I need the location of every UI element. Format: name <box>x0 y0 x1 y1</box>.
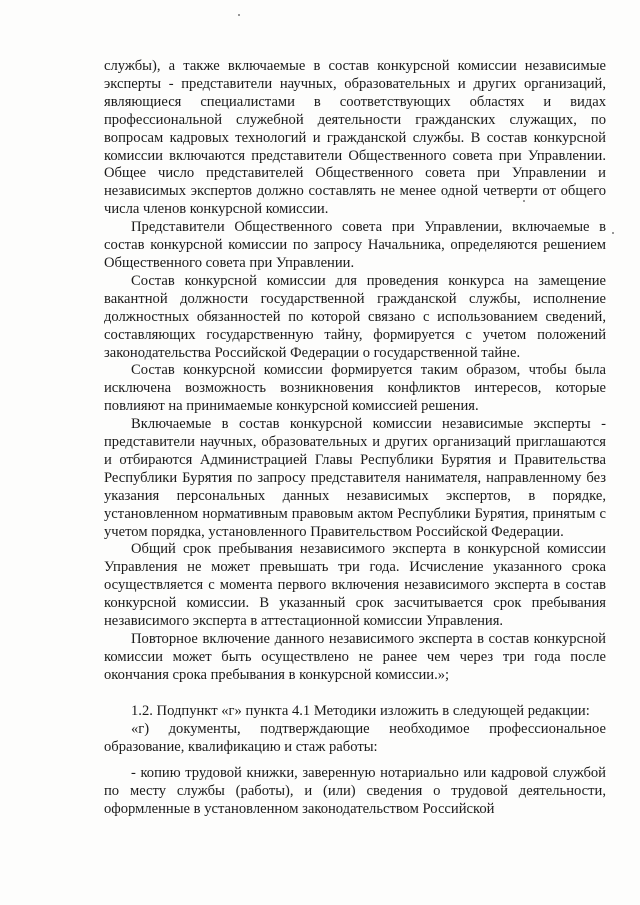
scan-speck <box>238 14 240 16</box>
paragraph-amendment-1-2: 1.2. Подпункт «г» пункта 4.1 Методики изложить в следующей редакции: <box>131 702 590 719</box>
paragraph-spacer <box>104 685 606 703</box>
paragraph-spacer <box>104 756 606 765</box>
scan-speck <box>612 232 614 234</box>
paragraph-state-secret-composition: Состав конкурсной комиссии для проведения конкурса на замещение вакантной должности государственной гражданской службы, исполнение должностных обязанностей по которой связано с использованием сведений, составляющих государственную тайну, формируется с учетом положений законодательства Российской Федерации о государственной тайне. <box>104 272 606 361</box>
paragraph-work-record-copy: - копию трудовой книжки, заверенную нотариально или кадровой службой по месту службы (работы), и (или) сведения о трудовой деятельности, оформленные в установленном законодательством Российской <box>104 765 606 818</box>
paragraph-commission-composition: службы), а также включаемые в состав конкурсной комиссии независимые эксперты - представители научных, образовательных и других организаций, являющиеся специалистами в соответствующих областях и видах профессиональной служебной деятельности гражданских служащих, по вопросам кадровых технологий и гражданской службы. В состав конкурсной комиссии включаются представители Общественного совета при Управлении. Общее число представителей Общественного совета при Управлении и независимых экспертов должно составлять не менее одной четверти от общего числа членов конкурсной комиссии. <box>104 58 606 218</box>
document-body <box>104 58 606 819</box>
paragraph-repeat-inclusion: Повторное включение данного независимого эксперта в состав конкурсной комиссии может быть осуществлено не ранее чем через три года после окончания срока пребывания в конкурсной комиссии.»; <box>104 631 606 683</box>
paragraph-expert-term: Общий срок пребывания независимого эксперта в конкурсной комиссии Управления не может превышать три года. Исчисление указанного срока осуществляется с момента первого включения независимого эксперта в состав конкурсной комиссии. В указанный срок засчитывается срок пребывания независимого эксперта в аттестационной комиссии Управления. <box>104 541 606 630</box>
paragraph-public-council-representatives: Представители Общественного совета при Управлении, включаемые в состав конкурсной комиссии по запросу Начальника, определяются решением Общественного совета при Управлении. <box>104 219 606 271</box>
paragraph-subitem-g: «г) документы, подтверждающие необходимое профессиональное образование, квалификацию и стаж работы: <box>104 720 606 755</box>
paragraph-conflict-of-interest: Состав конкурсной комиссии формируется таким образом, чтобы была исключена возможность возникновения конфликтов интересов, которые повлияют на принимаемые конкурсной комиссией решения. <box>104 362 606 415</box>
paragraph-independent-experts: Включаемые в состав конкурсной комиссии независимые эксперты - представители научных, образовательных и других организаций приглашаются и отбираются Администрацией Главы Республики Бурятия и Правительства Республики Бурятия по запросу представителя нанимателя, направленному без указания персональных данных независимых экспертов, в порядке, установленном нормативным правовым актом Республики Бурятия, принятым с учетом порядка, установленного Правительством Российской Федерации. <box>104 416 606 540</box>
